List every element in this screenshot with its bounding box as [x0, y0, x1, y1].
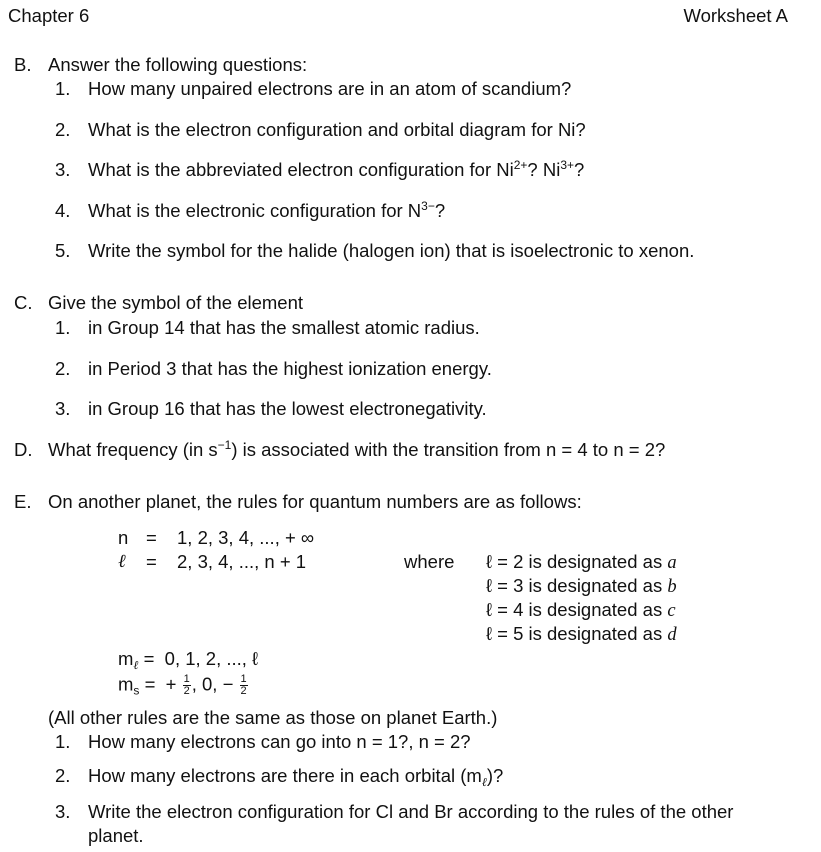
- ms-rule: $m_s$ = + $\frac{1}{2}$ , 0, − $\frac{1}{2}$: [118, 673, 247, 698]
- section-e-title: On another planet, the rules for quantum numbers are as follows:: [48, 491, 582, 512]
- question-text: How many electrons can go into n = 1?, n = 2?: [88, 731, 471, 752]
- l-label: ℓ: [118, 552, 126, 572]
- section-d-letter: D.: [14, 439, 33, 460]
- chapter-label: Chapter 6: [8, 5, 90, 26]
- section-c-title: Give the symbol of the element: [48, 292, 304, 313]
- where-label: where: [404, 551, 455, 572]
- n-label: n: [118, 527, 129, 548]
- equals-sign: =: [146, 551, 157, 572]
- question-text: What is the electronic configuration for $N^{3-}$?: [88, 199, 446, 221]
- section-d-text: What frequency (in $s^{-1}$) is associated with the transition from n = 4 to n = 2?: [48, 438, 666, 460]
- question-number: 2.: [55, 358, 71, 379]
- question-number: 4.: [55, 200, 71, 221]
- worksheet-label: Worksheet A: [683, 5, 788, 26]
- designation-line: ℓ = 5 is designated as d: [486, 623, 677, 645]
- question-text: in Group 16 that has the lowest electronegativity.: [88, 398, 487, 419]
- section-b-letter: B.: [14, 54, 32, 75]
- question-number: 1.: [55, 731, 71, 752]
- question-text-continued: planet.: [88, 825, 144, 846]
- section-e-letter: E.: [14, 491, 32, 512]
- designation-line: ℓ = 4 is designated as c: [486, 599, 676, 621]
- question-number: 2.: [55, 765, 71, 786]
- ml-rule: $m_\ell = 0$, 1, 2, ..., ℓ: [118, 648, 259, 672]
- question-text: How many electrons are there in each orbital $(m_\ell)$?: [88, 765, 504, 789]
- question-text: Write the electron configuration for Cl and Br according to the rules of the other: [88, 801, 734, 822]
- question-number: 3.: [55, 159, 71, 180]
- question-number: 3.: [55, 801, 71, 822]
- section-b-title: Answer the following questions:: [48, 54, 308, 75]
- fraction-half: $\frac{1}{2}$: [183, 673, 190, 697]
- question-number: 1.: [55, 317, 71, 338]
- designation-line: ℓ = 2 is designated as a: [486, 551, 677, 573]
- question-number: 1.: [55, 78, 71, 99]
- rules-note: (All other rules are the same as those on planet Earth.): [48, 707, 498, 728]
- question-text: How many unpaired electrons are in an atom of scandium?: [88, 78, 572, 99]
- question-text: in Group 14 that has the smallest atomic radius.: [88, 317, 480, 338]
- designation-line: ℓ = 3 is designated as b: [486, 575, 677, 597]
- fraction-half: $\frac{1}{2}$: [240, 673, 247, 697]
- l-values: 2, 3, 4, ..., n + 1: [177, 551, 307, 572]
- question-text: in Period 3 that has the highest ionization energy.: [88, 358, 492, 379]
- question-text: What is the abbreviated electron configuration for $Ni^{2+}$? $Ni^{3+}$?: [88, 158, 585, 180]
- question-text: What is the electron configuration and orbital diagram for Ni?: [88, 119, 586, 140]
- section-c-letter: C.: [14, 292, 33, 313]
- question-number: 2.: [55, 119, 71, 140]
- n-values: 1, 2, 3, 4, ..., + ∞: [177, 527, 315, 548]
- question-number: 3.: [55, 398, 71, 419]
- equals-sign: =: [146, 527, 157, 548]
- question-text: Write the symbol for the halide (halogen ion) that is isoelectronic to xenon.: [88, 240, 695, 261]
- question-number: 5.: [55, 240, 71, 261]
